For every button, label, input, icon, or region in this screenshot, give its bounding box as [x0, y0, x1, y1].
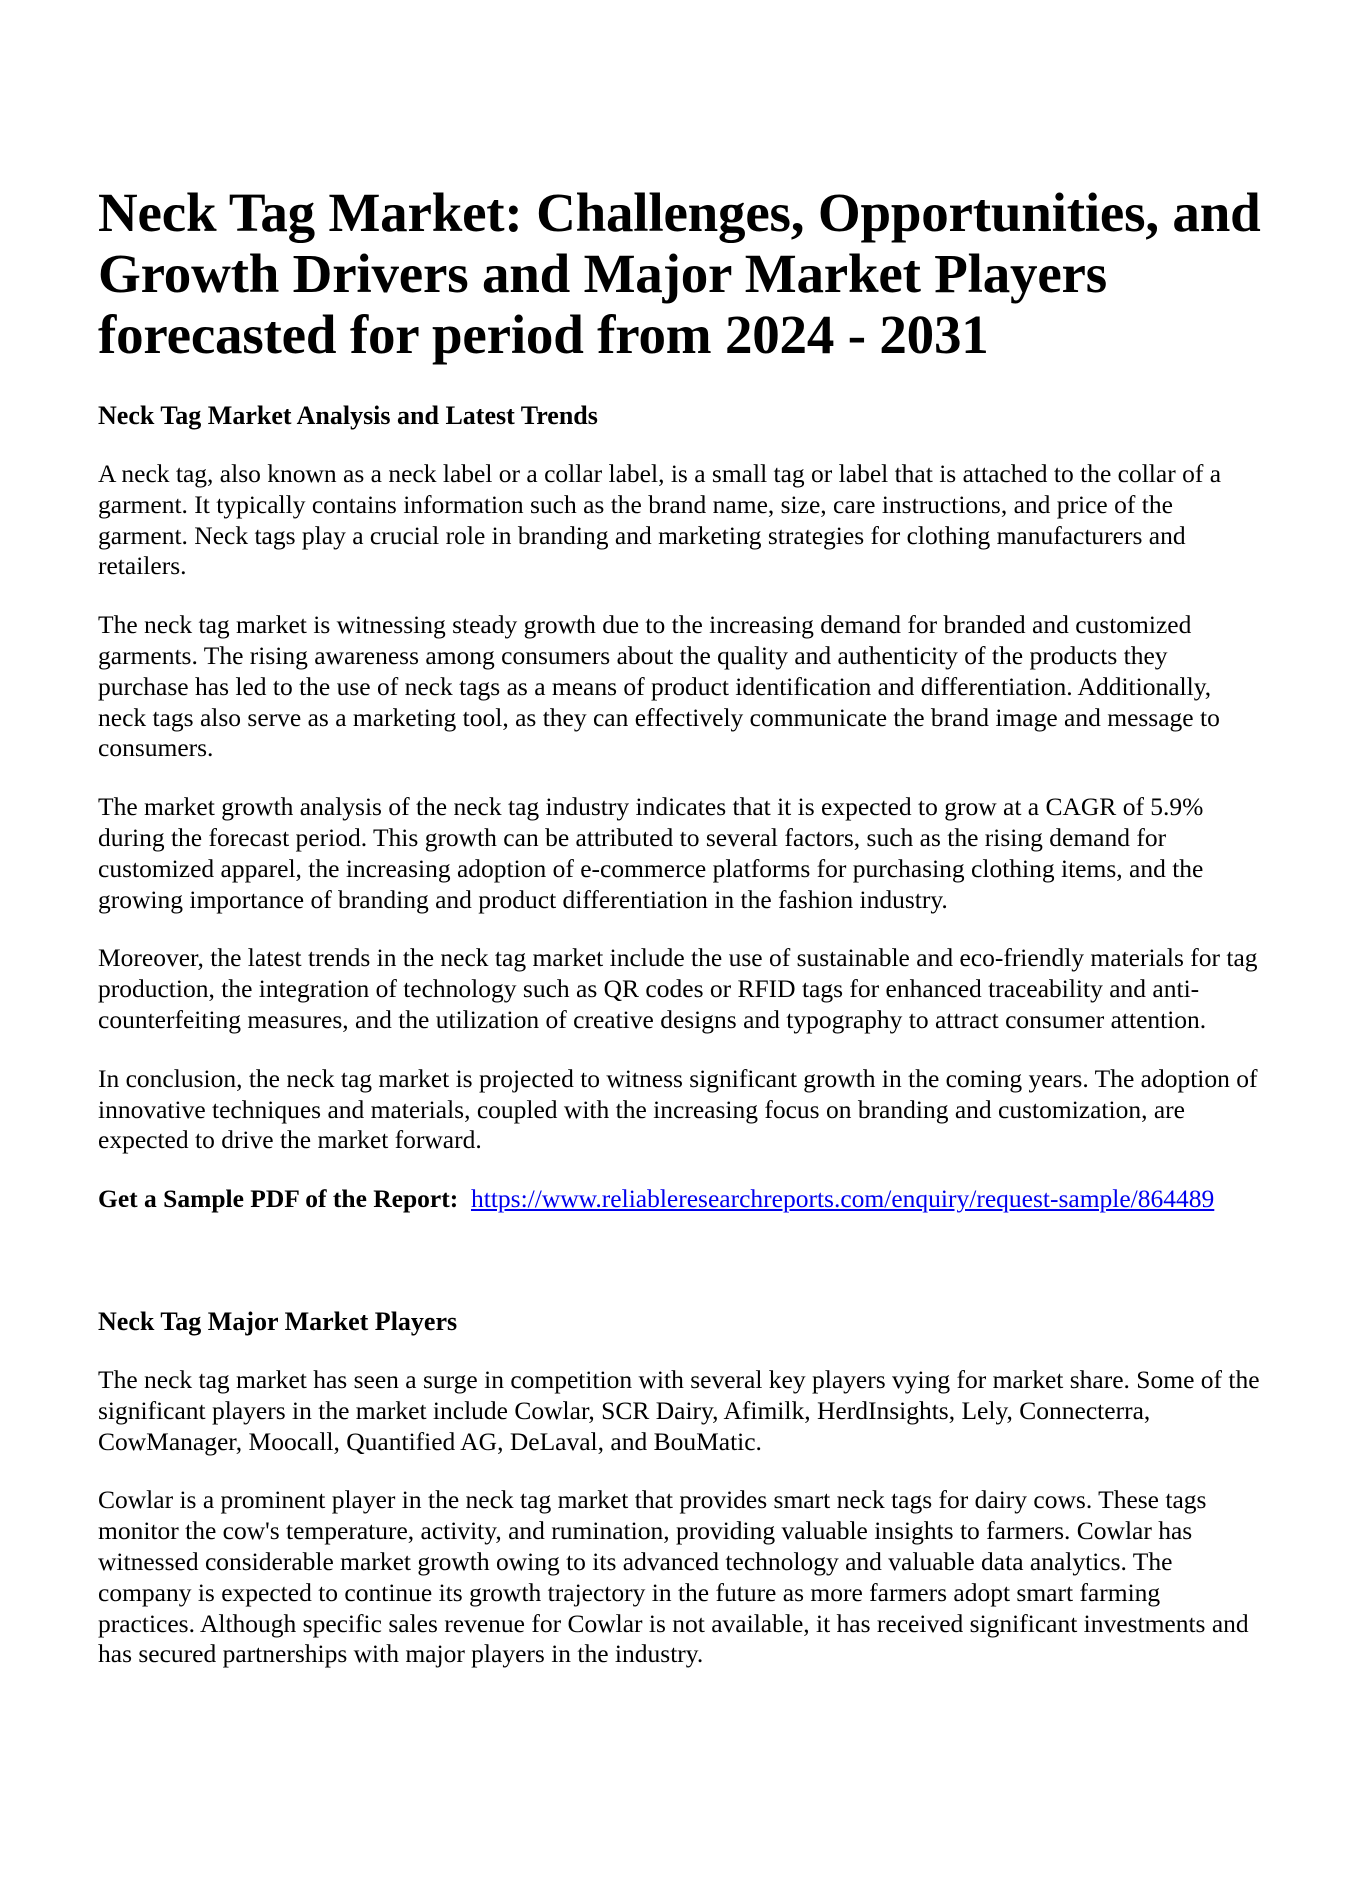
page-title: Neck Tag Market: Challenges, Opportunities, and Growth Drivers and Major Market Players forecasted for period from 2024 - 2031 — [98, 182, 1261, 365]
paragraph-trends: Moreover, the latest trends in the neck tag market include the use of sustainable and eco-friendly materials for tag production, the integration of technology such as QR codes or RFID tags for enhanced traceability and anti-counterfeiting measures, and the utilization of creative designs and typography to attract consumer attention. — [98, 943, 1258, 1034]
document-page — [98, 182, 1263, 1670]
paragraph-conclusion: In conclusion, the neck tag market is projected to witness significant growth in the coming years. The adoption of innovative techniques and materials, coupled with the increasing focus on branding and customization, are expected to drive the market forward. — [98, 1063, 1258, 1155]
paragraph-cagr: The market growth analysis of the neck tag industry indicates that it is expected to grow at a CAGR of 5.9% during the forecast period. This growth can be attributed to several factors, such as the rising demand for customized apparel, the increasing adoption of e-commerce platforms for purchasing clothing items, and the growing importance of branding and product differentiation in the fashion industry. — [98, 792, 1204, 914]
sample-pdf-label: Get a Sample PDF of the Report: — [98, 1184, 459, 1214]
sample-pdf-link[interactable]: https://www.reliableresearchreports.com/enquiry/request-sample/864489 — [470, 1184, 1215, 1214]
sample-pdf-line — [98, 1184, 1263, 1215]
paragraph-cowlar: Cowlar is a prominent player in the neck tag market that provides smart neck tags for dairy cows. These tags monitor the cow's temperature, activity, and rumination, providing valuable insights to farmers. Cowlar has witnessed considerable market growth owing to its advanced technology and valuable data analytics. The company is expected to continue its growth trajectory in the future as more farmers adopt smart farming practices. Although specific sales revenue for Cowlar is not available, it has received significant investments and has secured partnerships with major players in the industry. — [98, 1485, 1249, 1669]
section-heading-players: Neck Tag Major Market Players — [98, 1306, 458, 1336]
paragraph-growth: The neck tag market is witnessing steady growth due to the increasing demand for branded and customized garments. The rising awareness among consumers about the quality and authenticity of the products they purchase has led to the use of neck tags as a means of product identification and differentiation. Additionally, neck tags also serve as a marketing tool, as they can effectively communicate the brand image and message to consumers. — [98, 610, 1220, 763]
section-heading-analysis: Neck Tag Market Analysis and Latest Trends — [98, 401, 598, 430]
paragraph-intro: A neck tag, also known as a neck label or a collar label, is a small tag or label that is attached to the collar of a garment. It typically contains information such as the brand name, size, care instructions, and price of the garment. Neck tags play a crucial role in branding and marketing strategies for clothing manufacturers and retailers. — [98, 459, 1222, 581]
paragraph-players: The neck tag market has seen a surge in competition with several key players vying for market share. Some of the significant players in the market include Cowlar, SCR Dairy, Afimilk, HerdInsights, Lely, Connecterra, CowManager, Moocall, Quantified AG, DeLaval, and BouMatic. — [98, 1364, 1260, 1456]
